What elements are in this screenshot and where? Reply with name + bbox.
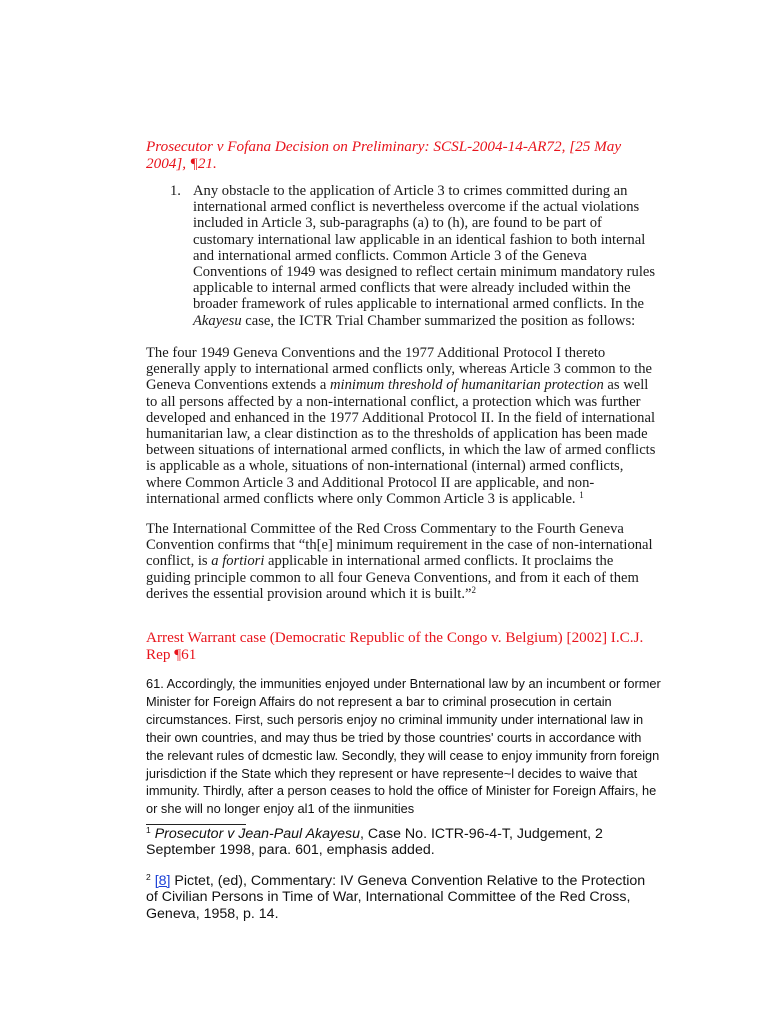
paragraph-text-end: case, the ICTR Trial Chamber summarized the position as follows:	[241, 312, 636, 329]
footnote-2-text: Pictet, (ed), Commentary: IV Geneva Convention Relative to the Protection of Civilian Persons in Time of War, International Committee of the Red Cross, Geneva, 1958, p. 14.	[146, 873, 646, 922]
case-name-italic: Akayesu	[193, 312, 242, 329]
paragraph-body	[193, 183, 660, 329]
icrc-commentary-paragraph	[146, 521, 656, 602]
paragraph-text: Any obstacle to the application of Article 3 to crimes committed during an international armed conflict is nevertheless overcome if the actual violations included in Article 3, sub-paragraphs (a) to (h), are found to be part of customary international law applicable in an identical fashion to both internal and international armed conflicts. Common Article 3 of the Geneva Conventions of 1949 was designed to reflect certain minimum mandatory rules applicable to internal armed conflicts that were already included within the broader framework of rules applicable to international armed conflicts. In the	[193, 183, 656, 313]
akayesu-quotation	[146, 345, 656, 507]
footnote-1	[146, 826, 656, 859]
quote-text-end: as well to all persons affected by a non-international conflict, a protection which was further developed and enhanced in the 1977 Additional Protocol II. In the field of international humanitarian law, a clear distinction as to the thresholds of application has been made between situations of international armed conflicts, in which the law of armed conflicts is applicable as a whole, situations of non-international (internal) armed conflicts, where Common Article 3 and Additional Protocol II are applicable, and non-international armed conflicts where only Common Article 3 is applicable.	[146, 377, 656, 507]
footnote-ref-1[interactable]: 1	[579, 489, 584, 500]
a-fortiori-italic: a fortiori	[211, 553, 265, 570]
footnote-1-mark: 1	[146, 825, 151, 835]
footnote-1-case: Prosecutor v Jean-Paul Akayesu	[154, 826, 360, 842]
paragraph-number: 1.	[170, 183, 181, 199]
footnote-separator	[146, 824, 246, 825]
para2-text-end: applicable in international armed conflicts. It proclaims the guiding principle common to all four Geneva Conventions, and from it each of them derives the essential provision around which it is built.”	[146, 553, 639, 602]
footnote-2	[146, 873, 656, 922]
quote-emphasis: minimum threshold of humanitarian protection	[330, 377, 604, 394]
paragraph-61: 61. Accordingly, the immunities enjoyed under Bnternational law by an incumbent or former Minister for Foreign Affairs do not represent a bar to criminal prosecution in certain circumstances. First, such persoris enjoy no criminal immunity under international law in their own countries, and may thus be tried by those countries' courts in accordance with the relevant rules of dcmestic law. Secondly, they will cease to enjoy immunity frorn foreign jurisdiction if the State which they represent or have represente~l decides to waive that immunity. Thirdly, after a person ceases to hold the office of Minister for Foreign Affairs, he or she will no longer enjoy al1 of the iinmunities	[146, 676, 661, 817]
quote-text: The four 1949 Geneva Conventions and the 1977 Additional Protocol I thereto generally apply to international armed conflicts only, whereas Article 3 common to the Geneva Conventions extends a	[146, 345, 653, 394]
case-heading-arrest-warrant: Arrest Warrant case (Democratic Republic of the Congo v. Belgium) [2002] I.C.J. Rep ¶61	[146, 629, 644, 663]
footnote-2-link[interactable]: [8]	[154, 873, 171, 889]
numbered-paragraph	[170, 183, 660, 329]
footnote-2-mark: 2	[146, 872, 151, 882]
footnote-ref-2[interactable]: 2	[471, 584, 476, 595]
case-heading-fofana: Prosecutor v Fofana Decision on Preliminary: SCSL-2004-14-AR72, [25 May 2004], ¶21.	[146, 138, 622, 172]
para2-text: The International Committee of the Red Cross Commentary to the Fourth Geneva Convention confirms that “th[e] minimum requirement in the case of non-international conflict, is	[146, 521, 653, 570]
footnote-1-text: , Case No. ICTR-96-4-T, Judgement, 2 September 1998, para. 601, emphasis added.	[146, 826, 603, 859]
